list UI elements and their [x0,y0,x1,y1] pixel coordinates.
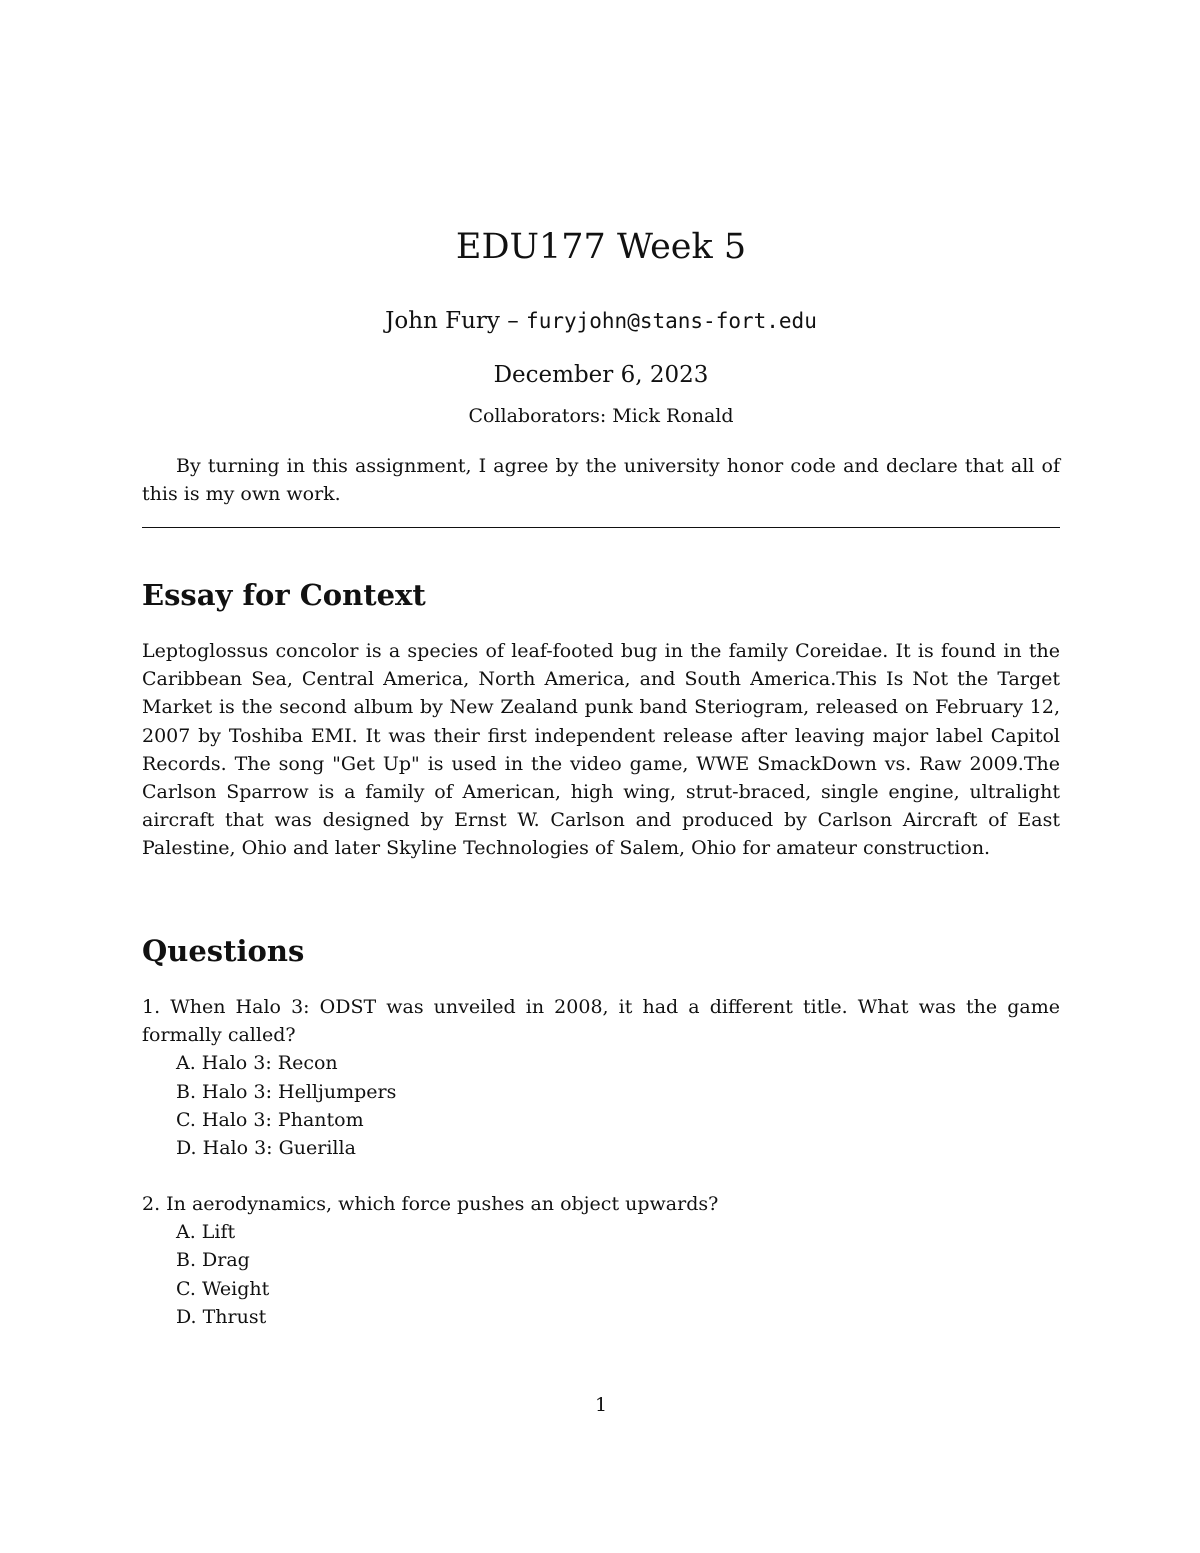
essay-heading: Essay for Context [142,578,426,612]
question-1-option-d: D. Halo 3: Guerilla [176,1137,356,1160]
document-page [142,0,1060,1553]
question-1-option-b: B. Halo 3: Helljumpers [176,1080,397,1103]
question-2-option-a: A. Lift [176,1221,236,1244]
honor-pledge: By turning in this assignment, I agree by the university honor code and declare that all of this is my own work. [142,455,1060,505]
collaborators-line: Collaborators: Mick Ronald [468,405,734,427]
question-2-text: 2. In aerodynamics, which force pushes an object upwards? [142,1193,719,1215]
question-1-option-a: A. Halo 3: Recon [176,1052,338,1075]
author-email: furyjohn@stans-fort.edu [526,309,817,333]
author-line [142,306,1060,336]
questions-heading: Questions [142,934,305,968]
author-name: John Fury [385,308,500,334]
question-2-option-b: B. Drag [176,1249,250,1272]
essay-paragraph: Leptoglossus concolor is a species of leaf-footed bug in the family Coreidae. It is found in the Caribbean Sea, Central America, North America, and South America.This Is Not the Target Market is the second album by New Zealand punk band Steriogram, released on February 12, 2007 by Toshiba EMI. It was their first independent release after leaving major label Capitol Records. The song "Get Up" is used in the video game, WWE SmackDown vs. Raw 2009.The Carlson Sparrow is a family of American, high wing, strut-braced, single engine, ultralight aircraft that was designed by Ernst W. Carlson and produced by Carlson Aircraft of East Palestine, Ohio and later Skyline Technologies of Salem, Ohio for amateur construction. [142,640,1060,860]
question-1-options [142,1049,1060,1162]
document-title: EDU177 Week 5 [455,227,747,267]
question-2-options [142,1218,1060,1331]
document-date: December 6, 2023 [493,362,709,388]
question-1-option-c: C. Halo 3: Phantom [176,1108,364,1131]
horizontal-rule [142,527,1060,528]
author-separator: – [499,308,527,334]
question-2 [142,1190,1060,1331]
question-2-option-d: D. Thrust [176,1305,267,1328]
question-1-text: 1. When Halo 3: ODST was unveiled in 2008, it had a different title. What was the game formally called? [142,996,1060,1047]
page-number: 1 [594,1394,608,1416]
question-2-option-c: C. Weight [176,1277,270,1300]
question-1 [142,993,1060,1162]
